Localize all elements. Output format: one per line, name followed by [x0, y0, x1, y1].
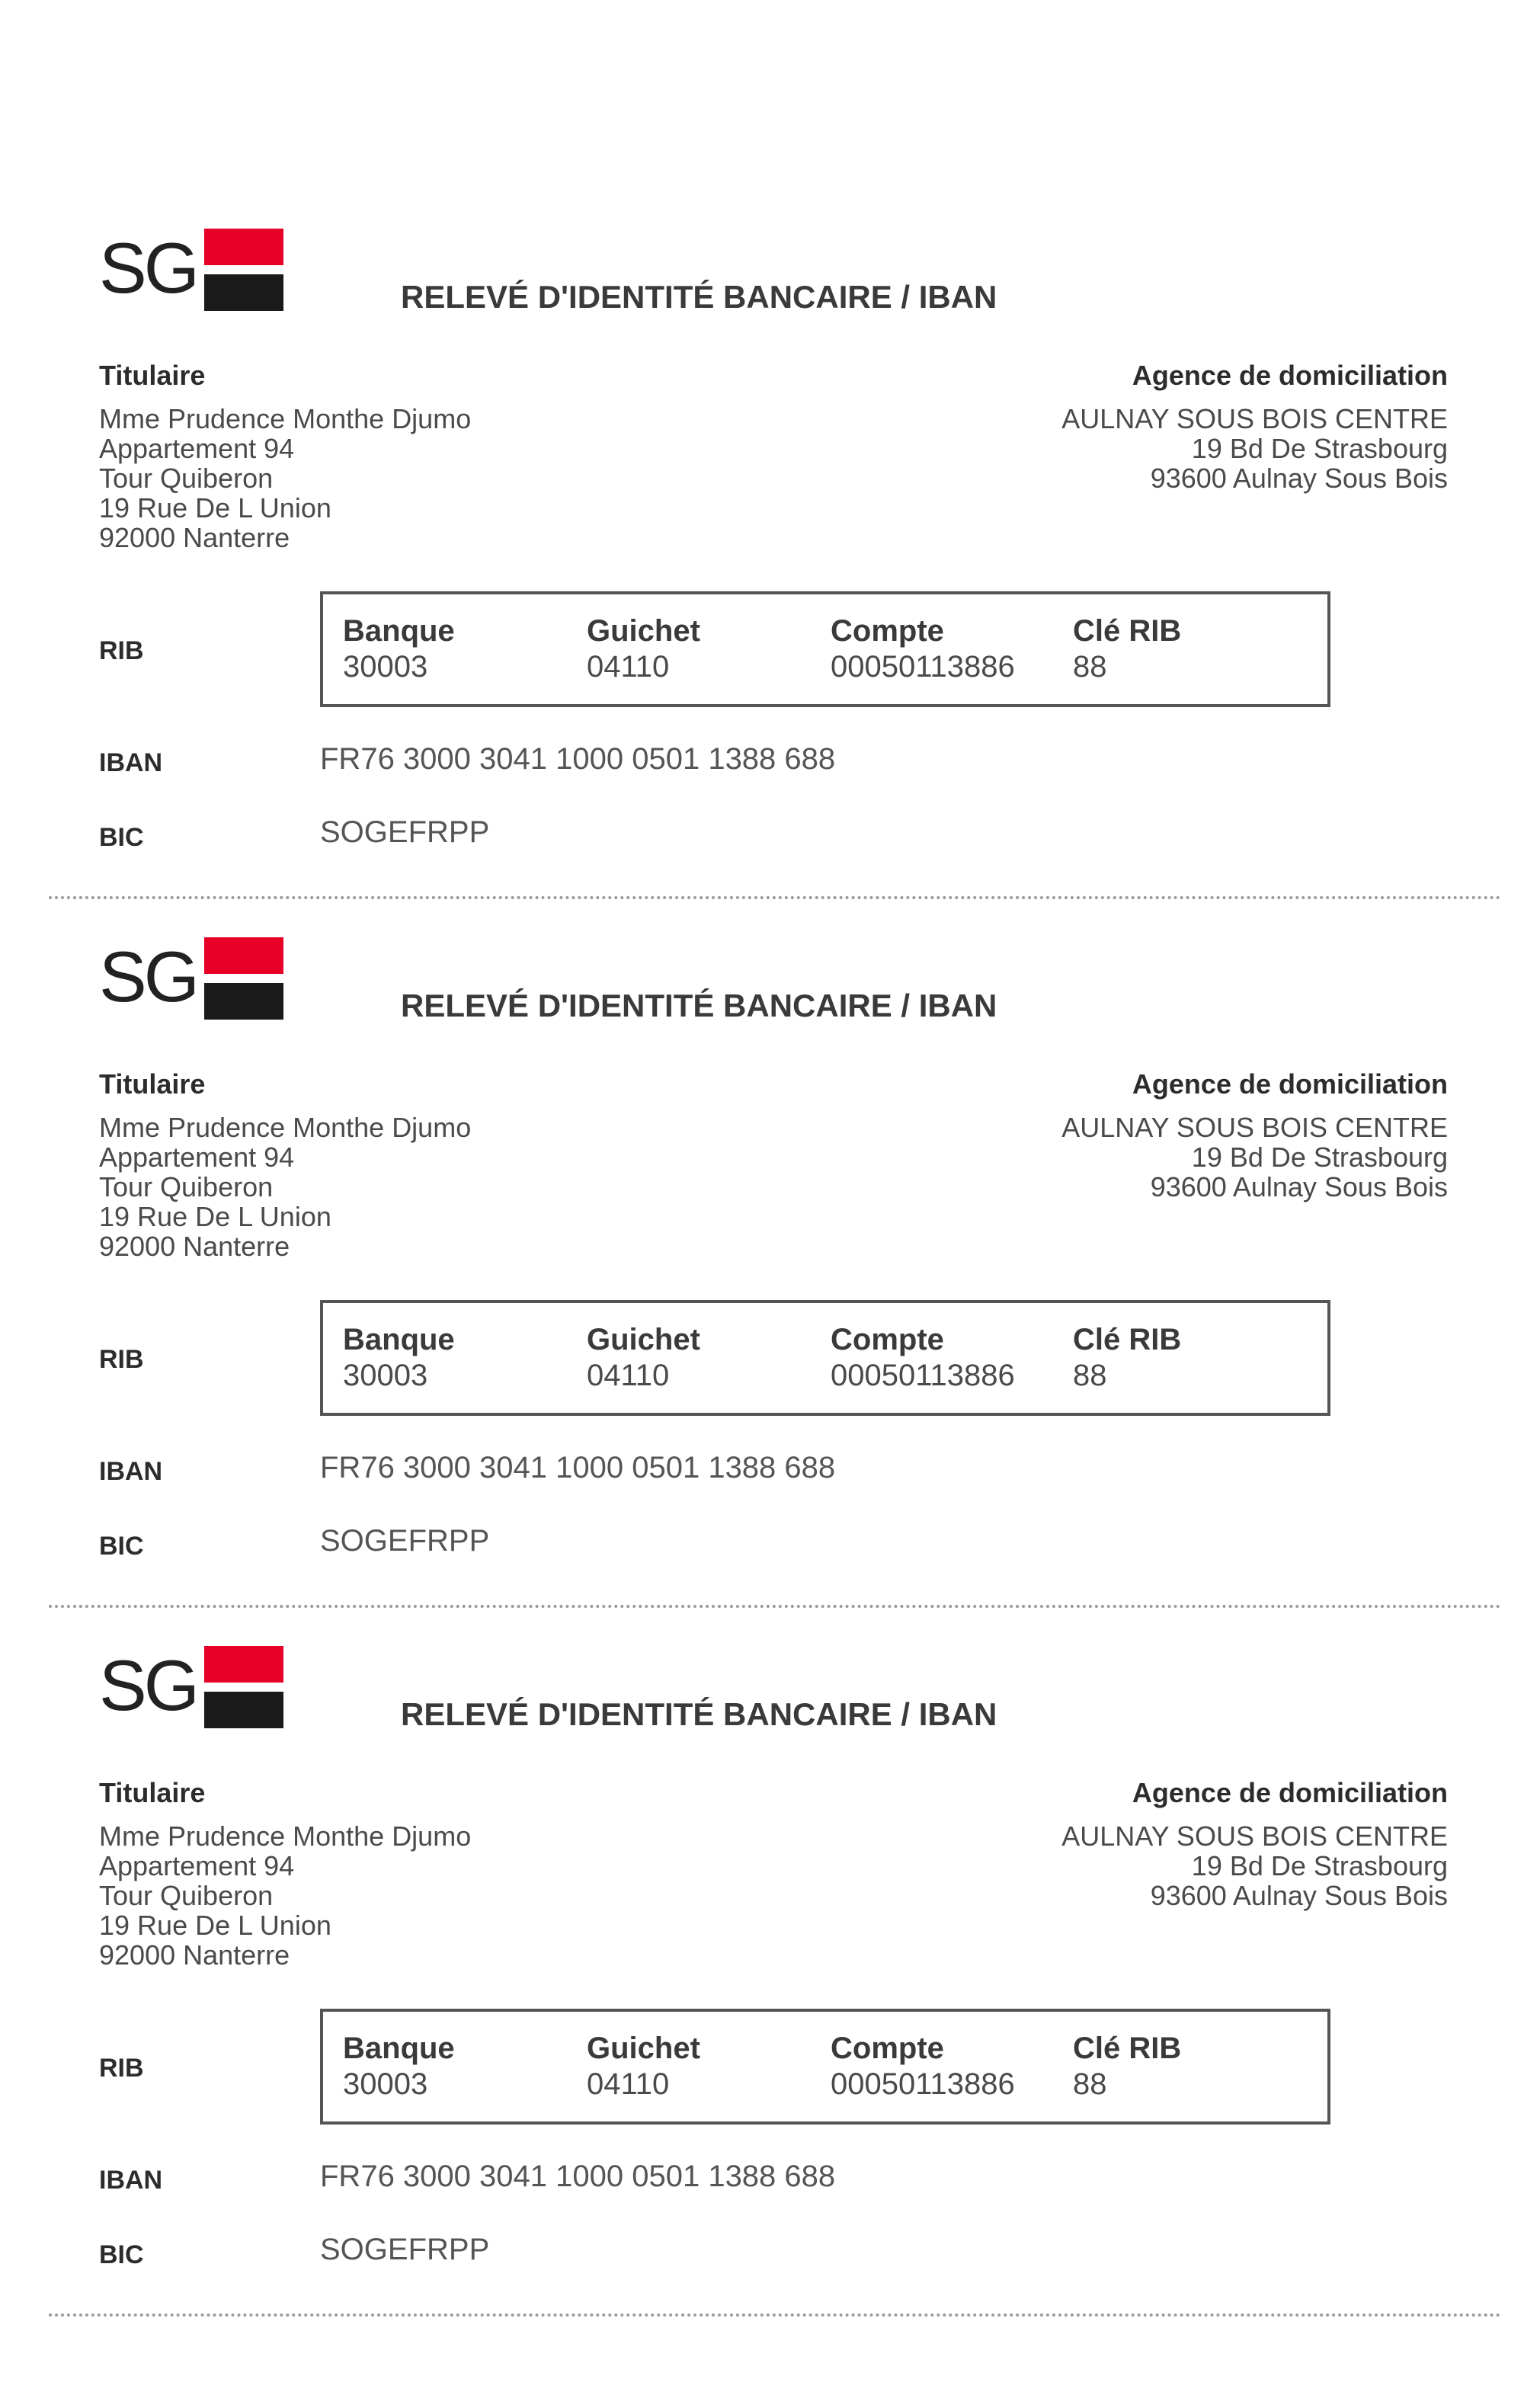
rib-branch-header: Guichet [587, 2032, 700, 2065]
rib-branch-column [587, 1321, 700, 1393]
holder-address-line: 19 Rue De L Union [99, 1201, 331, 1232]
rib-key-column [1073, 1321, 1181, 1393]
rib-branch-value: 04110 [587, 2067, 670, 2101]
iban-label: IBAN [99, 1457, 163, 1486]
holder-address-line: 19 Rue De L Union [99, 1910, 331, 1941]
rib-bank-header: Banque [343, 2032, 455, 2065]
agency-label: Agence de domiciliation [1132, 1777, 1448, 1808]
rib-box [320, 2009, 1330, 2125]
logo-text: SG [99, 937, 197, 1017]
holder-address-line: Tour Quiberon [99, 1880, 274, 1911]
rib-account-column [831, 2030, 1015, 2102]
logo-black-block [204, 983, 283, 1020]
document-title: RELEVÉ D'IDENTITÉ BANCAIRE / IBAN [401, 988, 997, 1023]
bic-label: BIC [99, 1532, 144, 1561]
rib-key-header: Clé RIB [1073, 2032, 1182, 2065]
agency-address-line: 93600 Aulnay Sous Bois [1150, 463, 1448, 494]
holder-address-line: 19 Rue De L Union [99, 492, 331, 524]
holder-address-line: Appartement 94 [99, 1850, 295, 1881]
rib-branch-header: Guichet [587, 614, 700, 648]
holder-label: Titulaire [99, 360, 206, 391]
cut-line-separator [49, 896, 1501, 899]
holder-name: Mme Prudence Monthe Djumo [99, 1112, 472, 1143]
rib-key-column [1073, 613, 1181, 684]
holder-address-line: Tour Quiberon [99, 1171, 274, 1202]
bic-value: SOGEFRPP [320, 2233, 490, 2266]
rib-document [0, 1646, 1524, 2355]
rib-branch-value: 04110 [587, 650, 670, 684]
rib-bank-column [343, 2030, 455, 2102]
rib-branch-column [587, 613, 700, 684]
agency-address-line: 19 Bd De Strasbourg [1191, 1142, 1448, 1173]
rib-bank-column [343, 613, 455, 684]
document-title: RELEVÉ D'IDENTITÉ BANCAIRE / IBAN [401, 279, 997, 315]
rib-label: RIB [99, 2054, 144, 2083]
holder-address-line: Appartement 94 [99, 433, 295, 464]
agency-address-line: 93600 Aulnay Sous Bois [1150, 1171, 1448, 1202]
agency-address [1061, 1113, 1448, 1202]
rib-box [320, 1300, 1330, 1416]
bic-value: SOGEFRPP [320, 1524, 490, 1558]
agency-address-line: 19 Bd De Strasbourg [1191, 433, 1448, 464]
sg-logo [99, 1646, 286, 1730]
logo-text: SG [99, 228, 197, 308]
agency-address-line: 93600 Aulnay Sous Bois [1150, 1880, 1448, 1911]
rib-account-column [831, 1321, 1015, 1393]
iban-value: FR76 3000 3041 1000 0501 1388 688 [320, 742, 836, 776]
cut-line-separator [49, 2314, 1501, 2317]
agency-address-line: 19 Bd De Strasbourg [1191, 1850, 1448, 1881]
agency-name: AULNAY SOUS BOIS CENTRE [1061, 403, 1448, 434]
agency-label: Agence de domiciliation [1132, 360, 1448, 391]
rib-account-value: 00050113886 [831, 2067, 1015, 2101]
holder-address-line: 92000 Nanterre [99, 522, 290, 553]
document-title: RELEVÉ D'IDENTITÉ BANCAIRE / IBAN [401, 1696, 997, 1732]
rib-bank-value: 30003 [343, 2067, 428, 2101]
rib-account-value: 00050113886 [831, 650, 1015, 684]
holder-address [99, 1821, 471, 1970]
agency-name: AULNAY SOUS BOIS CENTRE [1061, 1112, 1448, 1143]
iban-label: IBAN [99, 748, 163, 777]
rib-key-column [1073, 2030, 1181, 2102]
rib-account-header: Compte [831, 2032, 944, 2065]
rib-bank-value: 30003 [343, 650, 428, 684]
rib-key-header: Clé RIB [1073, 614, 1182, 648]
rib-account-value: 00050113886 [831, 1359, 1015, 1392]
rib-branch-column [587, 2030, 700, 2102]
rib-account-header: Compte [831, 1323, 944, 1356]
rib-bank-column [343, 1321, 455, 1393]
rib-key-value: 88 [1073, 1359, 1107, 1392]
holder-address-line: 92000 Nanterre [99, 1231, 290, 1262]
rib-document [0, 937, 1524, 1646]
rib-branch-value: 04110 [587, 1359, 670, 1392]
holder-label: Titulaire [99, 1777, 206, 1808]
iban-value: FR76 3000 3041 1000 0501 1388 688 [320, 2160, 836, 2193]
holder-address-line: Appartement 94 [99, 1142, 295, 1173]
rib-account-column [831, 613, 1015, 684]
holder-address-line: 92000 Nanterre [99, 1939, 290, 1971]
rib-branch-header: Guichet [587, 1323, 700, 1356]
rib-bank-header: Banque [343, 1323, 455, 1356]
rib-key-value: 88 [1073, 650, 1107, 684]
rib-bank-header: Banque [343, 614, 455, 648]
iban-value: FR76 3000 3041 1000 0501 1388 688 [320, 1451, 836, 1484]
rib-document [0, 229, 1524, 937]
logo-black-block [204, 1692, 283, 1728]
holder-label: Titulaire [99, 1068, 206, 1100]
agency-address [1061, 1821, 1448, 1910]
iban-label: IBAN [99, 2166, 163, 2195]
rib-label: RIB [99, 636, 144, 665]
rib-key-value: 88 [1073, 2067, 1107, 2101]
logo-text: SG [99, 1645, 197, 1725]
rib-box [320, 591, 1330, 707]
bic-label: BIC [99, 2240, 144, 2269]
holder-address [99, 1113, 471, 1261]
logo-black-block [204, 274, 283, 311]
bic-label: BIC [99, 823, 144, 852]
logo-red-block [204, 937, 283, 974]
rib-bank-value: 30003 [343, 1359, 428, 1392]
logo-red-block [204, 1646, 283, 1683]
rib-account-header: Compte [831, 614, 944, 648]
logo-red-block [204, 229, 283, 265]
agency-label: Agence de domiciliation [1132, 1068, 1448, 1100]
holder-address [99, 404, 471, 552]
sg-logo [99, 937, 286, 1021]
cut-line-separator [49, 1605, 1501, 1608]
holder-address-line: Tour Quiberon [99, 463, 274, 494]
agency-address [1061, 404, 1448, 493]
bic-value: SOGEFRPP [320, 815, 490, 849]
sg-logo [99, 229, 286, 312]
rib-key-header: Clé RIB [1073, 1323, 1182, 1356]
holder-name: Mme Prudence Monthe Djumo [99, 403, 472, 434]
agency-name: AULNAY SOUS BOIS CENTRE [1061, 1820, 1448, 1852]
holder-name: Mme Prudence Monthe Djumo [99, 1820, 472, 1852]
rib-label: RIB [99, 1345, 144, 1374]
